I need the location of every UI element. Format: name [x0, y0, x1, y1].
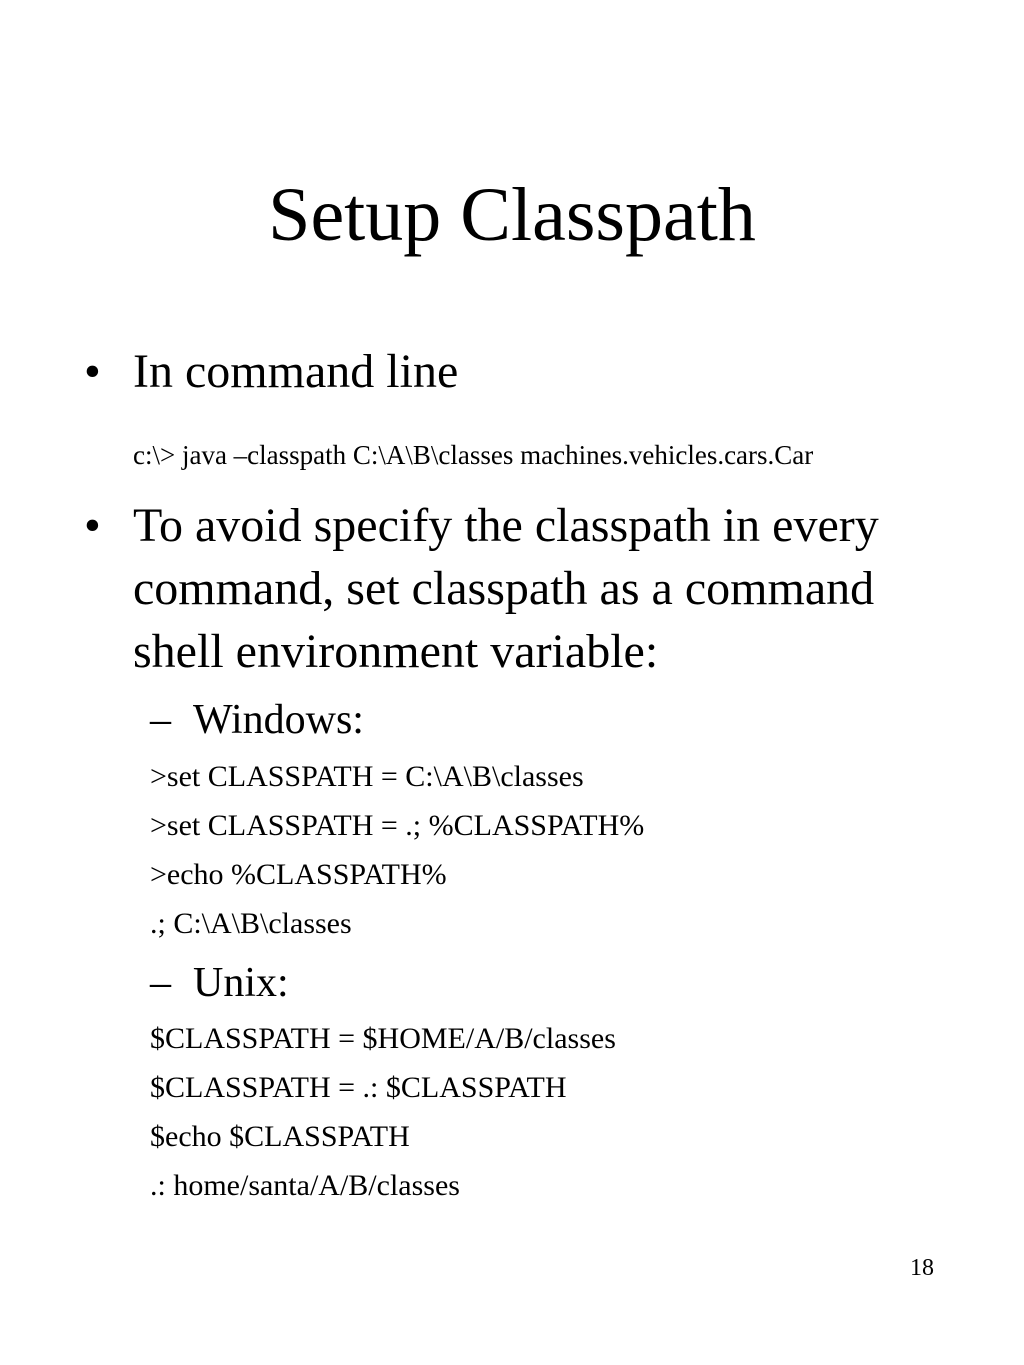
- command-line-example: c:\> java –classpath C:\A\B\classes machines.vehicles.cars.Car: [133, 440, 814, 470]
- unix-code-line: .: home/santa/A/B/classes: [150, 1169, 460, 1202]
- bullet-line: To avoid specify the classpath in every: [133, 499, 879, 552]
- bullet-mark: •: [84, 345, 101, 398]
- windows-code-line: >set CLASSPATH = C:\A\B\classes: [150, 760, 584, 793]
- unix-code-line: $CLASSPATH = .: $CLASSPATH: [150, 1071, 567, 1104]
- windows-code-line: >echo %CLASSPATH%: [150, 858, 447, 891]
- unix-code-line: $echo $CLASSPATH: [150, 1120, 410, 1153]
- bullet-line: command, set classpath as a command: [133, 562, 875, 615]
- sub-bullet-dash: –: [150, 960, 171, 1006]
- windows-code-line: .; C:\A\B\classes: [150, 907, 352, 940]
- bullet-line: shell environment variable:: [133, 625, 659, 678]
- windows-code-line: >set CLASSPATH = .; %CLASSPATH%: [150, 809, 645, 842]
- windows-label: Windows:: [193, 697, 364, 743]
- page-number: 18: [910, 1255, 934, 1281]
- bullet-in-command-line: In command line: [133, 345, 459, 398]
- slide-title: Setup Classpath: [268, 173, 756, 257]
- unix-label: Unix:: [193, 960, 289, 1006]
- bullet-mark: •: [84, 499, 101, 552]
- sub-bullet-dash: –: [150, 697, 171, 743]
- unix-code-line: $CLASSPATH = $HOME/A/B/classes: [150, 1022, 616, 1055]
